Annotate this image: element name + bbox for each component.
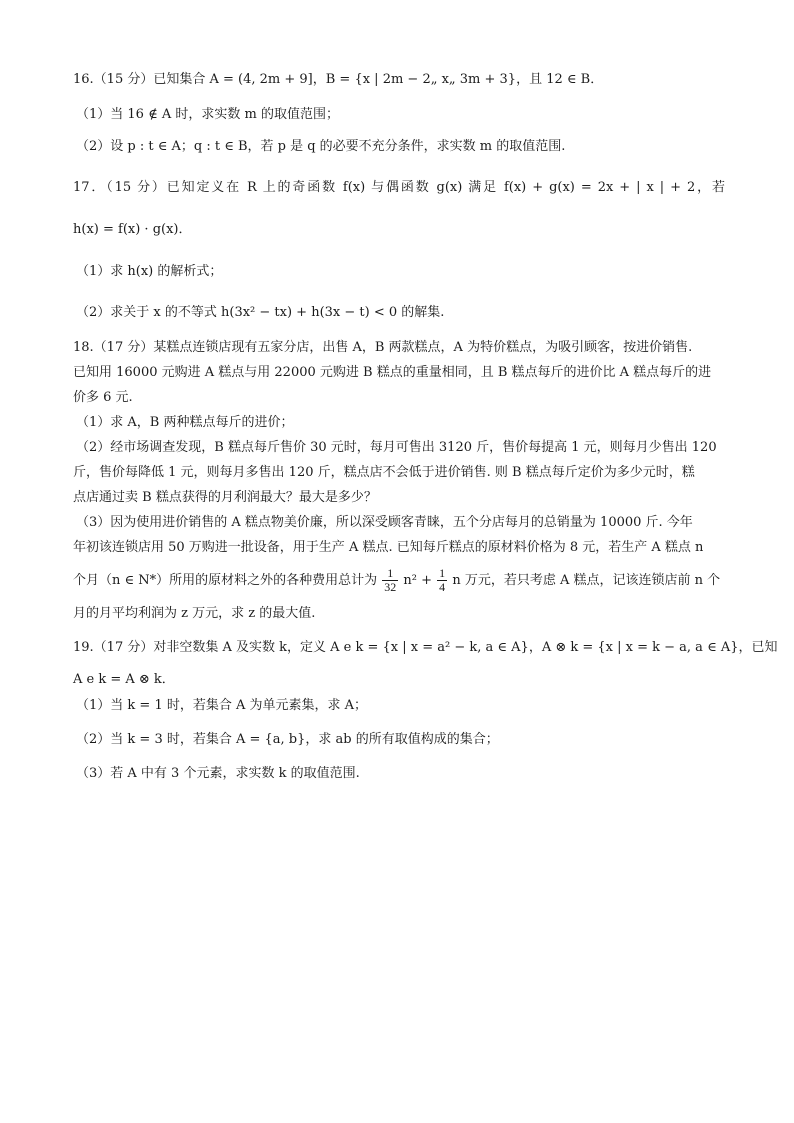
q18-part3-line1: （3）因为使用进价销售的 A 糕点物美价廉，所以深受顾客青睐，五个分店每月的总销量为 10000 斤. 今年 — [76, 515, 693, 530]
q19-part1: （1）当 k = 1 时，若集合 A 为单元素集，求 A； — [76, 698, 368, 713]
q19-part3: （3）若 A 中有 3 个元素，求实数 k 的取值范围. — [76, 766, 360, 781]
q18-part3-line3-a: 个月（n ∈ N*）所用的原材料之外的各种费用总计为 — [73, 573, 378, 588]
fraction-1-32 — [382, 567, 398, 594]
q18-part3-line3-b: n² + — [403, 573, 433, 588]
q18-part3-line4: 月的月平均利润为 z 万元，求 z 的最大值. — [73, 606, 316, 621]
q18-stem-line1: 18.（17 分）某糕点连锁店现有五家分店，出售 A，B 两款糕点，A 为特价糕点，为吸引顾客，按进价销售. — [73, 340, 693, 355]
q18-part2-line3: 点店通过卖 B 糕点获得的月利润最大？最大是多少？ — [73, 490, 377, 505]
q18-part2-line2: 斤，售价每降低 1 元，则每月多售出 120 斤，糕点店不会低于进价销售. 则 B 糕点每斤定价为多少元时，糕 — [73, 465, 695, 480]
q19-stem-line1: 19.（17 分）对非空数集 A 及实数 k，定义 A e k = {x | x = a² − k, a ∈ A}，A ⊗ k = {x | x = k − a, a ∈ A}，已知 — [73, 640, 778, 655]
q18-part1: （1）求 A，B 两种糕点每斤的进价； — [76, 415, 294, 430]
q17-stem: 17．（15 分）已知定义在 R 上的奇函数 f(x) 与偶函数 g(x) 满足 f(x) + g(x) = 2x + | x | + 2，若 — [73, 180, 725, 195]
fraction-numerator: 1 — [439, 566, 446, 580]
fraction-numerator: 1 — [382, 567, 398, 581]
q18-part3-line3-c: n 万元，若只考虑 A 糕点，记该连锁店前 n 个 — [452, 573, 721, 588]
q17-stem-h: h(x) = f(x) · g(x)． — [73, 222, 192, 237]
fraction-denominator: 32 — [384, 580, 397, 594]
q16-part1: （1）当 16 ∉ A 时，求实数 m 的取值范围； — [76, 107, 339, 122]
q17-part2: （2）求关于 x 的不等式 h(3x² − tx) + h(3x − t) < 0 的解集. — [76, 305, 445, 320]
q18-part3-line3 — [73, 567, 720, 594]
q18-stem-line2: 已知用 16000 元购进 A 糕点与用 22000 元购进 B 糕点的重量相同，且 B 糕点每斤的进价比 A 糕点每斤的进 — [73, 365, 712, 380]
q18-stem-line3: 价多 6 元. — [73, 390, 133, 405]
q17-part1: （1）求 h(x) 的解析式； — [76, 264, 223, 279]
q16-part2: （2）设 p : t ∈ A；q : t ∈ B，若 p 是 q 的必要不充分条件，求实数 m 的取值范围. — [76, 139, 566, 154]
q19-stem-line2: A e k = A ⊗ k． — [73, 672, 175, 687]
fraction-1-4 — [437, 567, 447, 594]
q16-stem: 16.（15 分）已知集合 A = (4, 2m + 9]，B = {x | 2m − 2„ x„ 3m + 3}，且 12 ∈ B． — [73, 72, 604, 87]
q19-part2: （2）当 k = 3 时，若集合 A = {a, b}，求 ab 的所有取值构成的集合； — [76, 732, 499, 747]
q18-part2-line1: （2）经市场调查发现，B 糕点每斤售价 30 元时，每月可售出 3120 斤，售价每提高 1 元，则每月少售出 120 — [76, 440, 717, 455]
fraction-denominator: 4 — [439, 580, 446, 594]
q18-part3-line2: 年初该连锁店用 50 万购进一批设备，用于生产 A 糕点. 已知每斤糕点的原材料价格为 8 元，若生产 A 糕点 n — [73, 540, 704, 555]
